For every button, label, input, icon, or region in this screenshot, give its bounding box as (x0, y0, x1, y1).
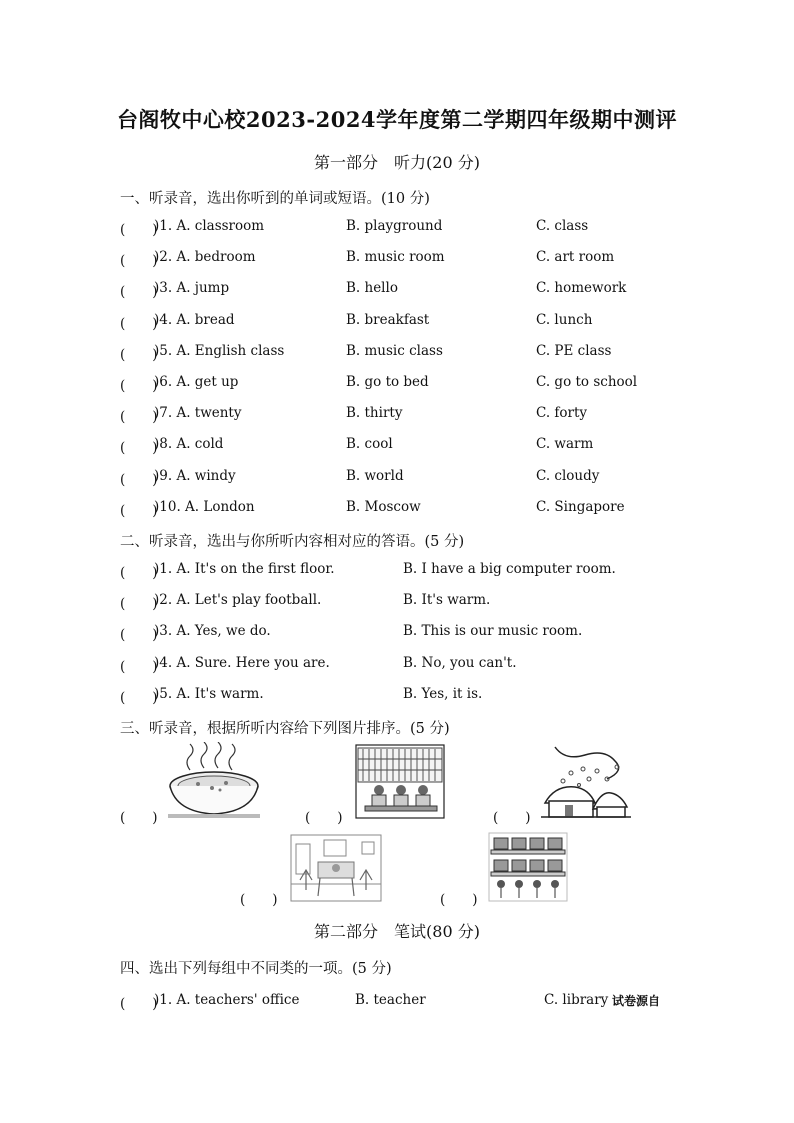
question-option-c: C. warm (536, 436, 594, 453)
question-option-b: B. Moscow (346, 498, 421, 515)
question-option-c: C. PE class (536, 342, 612, 359)
question-option-b: B. go to bed (346, 374, 429, 390)
answer-blank[interactable]: ( ) (120, 222, 158, 238)
question-option-a: )7. A. twenty (154, 405, 242, 422)
answer-blank[interactable]: ( ) (120, 689, 158, 706)
question-option-a: )2. A. Let's play football. (154, 592, 322, 609)
question-option-b: B. breakfast (346, 311, 430, 328)
question-option-a: )8. A. cold (154, 436, 224, 453)
answer-blank[interactable]: ( ) (120, 378, 158, 394)
question-option-c: C. go to school (536, 374, 638, 390)
question-option-a: )2. A. bedroom (154, 249, 256, 266)
question-option-b: B. I have a big computer room. (403, 561, 616, 577)
answer-blank[interactable]: ( ) (120, 596, 158, 613)
picture-2-answer-blank[interactable]: ( ) (305, 810, 343, 826)
question-option-a: )1. A. classroom (154, 218, 265, 234)
section-3-heading: 三、听录音，根据所听内容给下列图片排序。(5 分) (120, 721, 450, 737)
answer-blank[interactable]: ( ) (120, 658, 158, 675)
question-option-a: )6. A. get up (154, 374, 239, 390)
question-option-b: B. hello (346, 280, 398, 297)
snowy-house-picture (541, 743, 631, 819)
question-option-a: )5. A. English class (154, 342, 285, 359)
question-option-c: C. class (536, 218, 589, 234)
question-option-b: B. music class (346, 342, 443, 359)
question-option-b: B. Yes, it is. (403, 685, 483, 702)
question-option-b: B. cool (346, 436, 393, 453)
source-watermark-text: 试卷源自 (612, 994, 661, 1008)
answer-blank[interactable]: ( ) (120, 565, 158, 581)
computer-room-picture (488, 832, 568, 902)
question-option-a: )1. A. teachers' office (154, 992, 300, 1008)
picture-3-answer-blank[interactable]: ( ) (493, 810, 531, 826)
soup-bowl-picture (168, 742, 260, 818)
question-option-b: B. This is our music room. (403, 623, 583, 640)
answer-blank[interactable]: ( ) (120, 471, 158, 488)
question-option-c: C. forty (536, 405, 588, 422)
answer-blank[interactable]: ( ) (120, 315, 158, 332)
question-option-a: )10. A. London (154, 498, 255, 515)
library-picture (355, 744, 445, 819)
section-2-heading: 二、听录音，选出与你所听内容相对应的答语。(5 分) (120, 534, 465, 550)
question-option-c: C. art room (536, 249, 615, 266)
question-option-b: B. music room (346, 249, 445, 266)
question-option-a: )5. A. It's warm. (154, 685, 264, 702)
page-title: 台阁牧中心校2023-2024学年度第二学期四年级期中测评 (116, 107, 678, 132)
question-option-a: )3. A. Yes, we do. (154, 623, 271, 640)
question-option-b: B. thirty (346, 405, 403, 422)
part1-title: 第一部分 听力(20 分) (314, 153, 480, 172)
answer-blank[interactable]: ( ) (120, 409, 158, 426)
section-4-heading: 四、选出下列每组中不同类的一项。(5 分) (120, 961, 392, 977)
question-option-c: C. Singapore (536, 498, 625, 515)
answer-blank[interactable]: ( ) (120, 346, 158, 363)
part2-title: 第二部分 笔试(80 分) (314, 922, 480, 941)
question-option-b: B. world (346, 467, 404, 484)
answer-blank[interactable]: ( ) (120, 627, 158, 644)
question-option-a: )4. A. bread (154, 311, 235, 328)
question-option-a: )4. A. Sure. Here you are. (154, 654, 330, 671)
music-room-picture (290, 834, 382, 902)
question-option-b: B. playground (346, 218, 443, 234)
question-option-a: )9. A. windy (154, 467, 236, 484)
answer-blank[interactable]: ( ) (120, 253, 158, 270)
answer-blank[interactable]: ( ) (120, 502, 158, 519)
question-option-a: )3. A. jump (154, 280, 230, 297)
question-option-a: )1. A. It's on the first floor. (154, 561, 335, 577)
question-option-c: C. lunch (536, 311, 593, 328)
question-option-c: C. cloudy (536, 467, 600, 484)
picture-5-answer-blank[interactable]: ( ) (440, 892, 478, 908)
section-1-heading: 一、听录音，选出你听到的单词或短语。(10 分) (120, 191, 430, 207)
answer-blank[interactable]: ( ) (120, 996, 158, 1012)
question-option-b: B. No, you can't. (403, 654, 517, 671)
question-option-b: B. It's warm. (403, 592, 491, 609)
question-option-c: C. library (544, 992, 609, 1008)
question-option-c: C. homework (536, 280, 627, 297)
question-option-b: B. teacher (355, 992, 426, 1008)
answer-blank[interactable]: ( ) (120, 284, 158, 301)
picture-4-answer-blank[interactable]: ( ) (240, 892, 278, 908)
answer-blank[interactable]: ( ) (120, 440, 158, 457)
picture-1-answer-blank[interactable]: ( ) (120, 810, 158, 826)
